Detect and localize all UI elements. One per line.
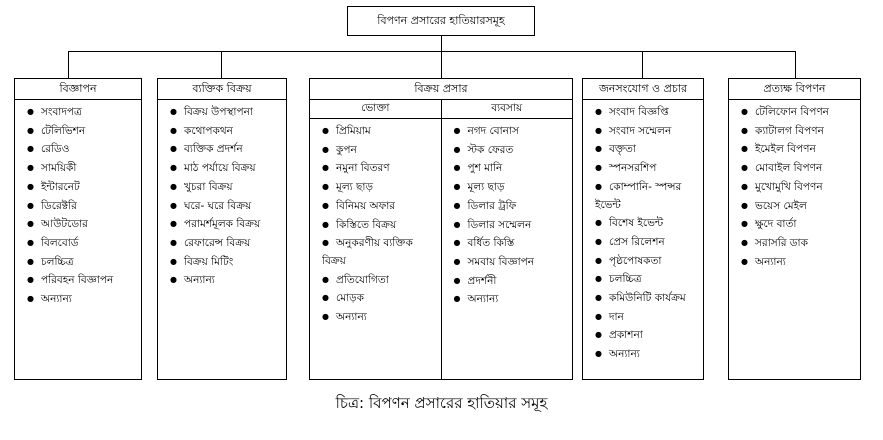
bullet-icon: ● <box>322 126 329 135</box>
personal-selling-heading: ব্যক্তিক বিক্রয় <box>158 79 286 100</box>
list-item <box>322 178 439 197</box>
bullet-icon: ● <box>322 293 329 303</box>
list-item-label: ঘরে- ঘরে বিক্রয় <box>184 199 252 212</box>
list-item <box>170 159 284 178</box>
list-item <box>170 140 284 159</box>
list-item <box>741 140 858 159</box>
list-item <box>454 216 571 235</box>
list-item-label: চলচ্চিত্র <box>41 255 74 268</box>
list-item-label: পরামর্শমূলক বিক্রয় <box>184 218 261 231</box>
list-item <box>741 122 858 141</box>
list-item <box>170 122 284 141</box>
bullet-icon: ● <box>27 200 34 210</box>
bullet-icon: ● <box>27 144 34 154</box>
list-item <box>322 234 439 270</box>
list-item-label: বিক্রয় উপস্থাপনা <box>184 106 253 118</box>
bullet-icon: ● <box>741 219 748 229</box>
bullet-icon: ● <box>595 144 602 154</box>
list-item-label: প্রতিযোগিতা <box>336 273 389 286</box>
personal-selling-list <box>158 100 286 290</box>
bullet-icon: ● <box>170 219 177 229</box>
list-item-label: ইমেইল বিপণন <box>755 143 816 156</box>
list-item <box>595 214 701 233</box>
list-item-label: ডিলার ট্রফি <box>467 199 517 212</box>
list-item <box>170 197 284 216</box>
list-item-label: মূল্য ছাড় <box>467 181 505 194</box>
list-item <box>454 272 571 291</box>
list-item <box>170 215 284 234</box>
bullet-icon: ● <box>595 218 602 228</box>
list-item <box>595 345 701 364</box>
list-item-label: প্রকাশনা <box>609 329 643 342</box>
direct-marketing-list <box>729 100 860 271</box>
business-list <box>442 119 573 309</box>
list-item-label: বিক্রয় মিটিং <box>184 255 234 268</box>
list-item-label: নমুনা বিতরণ <box>336 162 390 175</box>
bullet-icon: ● <box>453 126 461 135</box>
diagram-title-box <box>347 6 535 36</box>
list-item-label: খুচরা বিক্রয় <box>184 180 233 193</box>
bullet-icon: ● <box>741 107 748 116</box>
list-item-label: রেডিও <box>41 143 70 156</box>
list-item-label: সরাসরি ডাক <box>755 236 808 249</box>
list-item-label: বিনিময় অফার <box>336 199 396 212</box>
list-item <box>595 289 701 308</box>
list-item-label: স্পনসরশিপ <box>609 162 657 175</box>
list-item <box>322 216 439 235</box>
bullet-icon: ● <box>27 256 34 266</box>
bullet-icon: ● <box>322 182 329 192</box>
bullet-icon: ● <box>27 181 34 191</box>
list-item-label: কুপন <box>336 143 357 156</box>
list-item <box>27 140 139 159</box>
connector-to-advertising <box>68 51 69 78</box>
bullet-icon: ● <box>453 200 461 210</box>
bullet-icon: ● <box>453 238 461 248</box>
list-item <box>454 234 571 253</box>
sales-promotion-box <box>309 78 573 380</box>
bullet-icon: ● <box>595 274 602 284</box>
list-item-label: মাঠ পর্যায়ে বিক্রয় <box>184 162 256 175</box>
bullet-icon: ● <box>595 107 602 116</box>
list-item-label: প্রিমিয়াম <box>336 125 371 137</box>
bullet-icon: ● <box>595 349 602 359</box>
list-item-label: ইন্টারনেট <box>41 180 80 193</box>
list-item <box>322 308 439 327</box>
list-item <box>27 103 139 122</box>
bullet-icon: ● <box>170 200 177 210</box>
bullet-icon: ● <box>27 107 34 116</box>
list-item-label: অন্যান্য <box>755 255 786 268</box>
list-item-label: মোবাইল বিপণন <box>755 162 823 175</box>
list-item-label: ডিলার সম্মেলন <box>467 218 532 231</box>
bullet-icon: ● <box>322 274 329 284</box>
bullet-icon: ● <box>27 237 34 247</box>
list-item <box>595 270 701 289</box>
bullet-icon: ● <box>27 275 34 285</box>
list-item-label: সংবাদ বিজ্ঞপ্তি <box>609 106 669 118</box>
consumer-list <box>310 119 441 327</box>
list-item-label: কিস্তিতে বিক্রয় <box>336 218 397 231</box>
connector-to-public-relations <box>642 51 643 78</box>
list-item-label: সংবাদ সম্মেলন <box>609 124 672 137</box>
advertising-heading: বিজ্ঞাপন <box>15 79 141 100</box>
bullet-icon: ● <box>322 200 329 210</box>
bullet-icon: ● <box>595 163 602 173</box>
direct-marketing-heading: প্রত্যক্ষ বিপণন <box>729 79 860 100</box>
list-item <box>27 271 139 290</box>
bullet-icon: ● <box>322 312 329 322</box>
list-item-label: পৃষ্ঠপোষকতা <box>609 254 662 267</box>
bullet-icon: ● <box>322 163 329 173</box>
list-item <box>741 159 858 178</box>
list-item <box>454 290 571 309</box>
list-item <box>170 271 284 290</box>
list-item <box>454 159 571 178</box>
list-item <box>595 140 701 159</box>
list-item <box>322 122 439 141</box>
list-item <box>741 215 858 234</box>
bullet-icon: ● <box>170 256 177 266</box>
bullet-icon: ● <box>170 181 177 191</box>
list-item-label: অন্যান্য <box>336 311 367 324</box>
business-heading: ব্যবসায় <box>442 100 573 119</box>
connector-horizontal-bar <box>68 51 795 52</box>
list-item <box>170 253 284 272</box>
list-item <box>322 197 439 216</box>
list-item-label: অনুকরণীয় ব্যক্তিক বিক্রয় <box>322 237 413 267</box>
list-item-label: অন্যান্য <box>184 274 215 287</box>
bullet-icon: ● <box>170 237 177 247</box>
list-item <box>27 215 139 234</box>
list-item <box>322 271 439 290</box>
list-item-label: অন্যান্য <box>467 293 499 306</box>
list-item-label: স্টক ফেরত <box>467 143 514 156</box>
list-item-label: চলচ্চিত্র <box>609 273 642 286</box>
figure-caption: চিত্র: বিপণন প্রসারের হাতিয়ার সমূহ <box>335 394 548 412</box>
bullet-icon: ● <box>741 125 748 135</box>
list-item-label: সমবায় বিজ্ঞাপন <box>467 255 535 268</box>
list-item-label: বক্তৃতা <box>609 143 636 156</box>
list-item-label: পরিবহন বিজ্ঞাপন <box>41 274 114 287</box>
bullet-icon: ● <box>741 200 748 210</box>
bullet-icon: ● <box>453 275 461 285</box>
bullet-icon: ● <box>595 293 602 303</box>
bullet-icon: ● <box>741 163 748 173</box>
list-item <box>741 197 858 216</box>
list-item-label: ডিরেক্টরি <box>41 199 77 212</box>
list-item-label: অন্যান্য <box>609 348 640 361</box>
list-item-label: রেফারেন্স বিক্রয় <box>184 236 251 249</box>
bullet-icon: ● <box>27 219 34 229</box>
list-item-label: অন্যান্য <box>41 293 72 306</box>
list-item <box>595 103 701 122</box>
connector-title-down <box>441 35 442 52</box>
bullet-icon: ● <box>741 181 748 191</box>
list-item-label: কোম্পানি- স্পন্সর ইভেন্ট <box>595 180 682 211</box>
diagram-title: বিপণন প্রসারের হাতিয়ারসমূহ <box>377 13 505 27</box>
advertising-list <box>15 100 141 309</box>
bullet-icon: ● <box>595 181 602 191</box>
bullet-icon: ● <box>453 219 461 229</box>
public-relations-list <box>583 100 703 364</box>
bullet-icon: ● <box>595 330 602 340</box>
list-item-label: মুখোমুখি বিপণন <box>755 180 823 193</box>
bullet-icon: ● <box>27 294 34 304</box>
list-item-label: মোড়ক <box>336 292 364 305</box>
list-item <box>741 103 858 122</box>
sales-promotion-columns <box>310 100 572 379</box>
list-item-label: কথোপকথন <box>184 124 233 137</box>
list-item <box>27 159 139 178</box>
list-item <box>595 233 701 252</box>
list-item <box>454 178 571 197</box>
list-item <box>322 289 439 308</box>
direct-marketing-box <box>728 78 861 380</box>
list-item <box>595 159 701 178</box>
list-item-label: টেলিভিশন <box>41 124 86 137</box>
connector-to-direct-marketing <box>795 51 796 78</box>
bullet-icon: ● <box>170 125 177 135</box>
bullet-icon: ● <box>322 219 329 229</box>
bullet-icon: ● <box>322 144 329 154</box>
list-item-label: বিশেষ ইভেন্ট <box>609 217 664 230</box>
list-item <box>454 141 571 160</box>
bullet-icon: ● <box>741 237 748 247</box>
list-item <box>27 290 139 309</box>
list-item <box>595 252 701 271</box>
bullet-icon: ● <box>322 238 329 248</box>
list-item <box>322 141 439 160</box>
bullet-icon: ● <box>453 182 461 192</box>
list-item <box>27 234 139 253</box>
advertising-box <box>14 78 142 380</box>
list-item <box>595 122 701 141</box>
list-item-label: প্রদর্শনী <box>467 274 497 287</box>
bullet-icon: ● <box>170 275 177 285</box>
list-item-label: পুশ মানি <box>467 162 503 175</box>
personal-selling-box <box>157 78 287 380</box>
list-item-label: বর্ধিত কিস্তি <box>467 237 515 250</box>
list-item-label: কমিউনিটি কার্যক্রম <box>609 292 686 305</box>
list-item <box>322 159 439 178</box>
bullet-icon: ● <box>27 125 34 135</box>
bullet-icon: ● <box>170 144 177 154</box>
bullet-icon: ● <box>170 107 177 116</box>
list-item-label: ভয়েস মেইল <box>755 199 807 212</box>
list-item-label: সংবাদপত্র <box>41 106 82 118</box>
list-item <box>27 197 139 216</box>
list-item-label: টেলিফোন বিপণন <box>755 106 829 118</box>
list-item <box>454 197 571 216</box>
bullet-icon: ● <box>595 255 602 265</box>
list-item-label: মূল্য ছাড় <box>336 181 373 194</box>
list-item <box>595 178 701 214</box>
connector-to-personal-selling <box>221 51 222 78</box>
list-item-label: প্রেস রিলেশন <box>609 235 665 248</box>
bullet-icon: ● <box>453 294 461 304</box>
list-item <box>741 178 858 197</box>
list-item <box>595 308 701 327</box>
consumer-column <box>310 100 442 379</box>
bullet-icon: ● <box>27 163 34 173</box>
list-item <box>454 122 571 141</box>
bullet-icon: ● <box>741 256 748 266</box>
list-item-label: ক্ষুদে বার্তা <box>755 218 797 231</box>
business-column <box>442 100 573 379</box>
bullet-icon: ● <box>595 311 602 321</box>
sales-promotion-heading: বিক্রয় প্রসার <box>310 79 572 100</box>
list-item-label: আউটডোর <box>41 218 88 231</box>
list-item <box>170 178 284 197</box>
list-item <box>27 122 139 141</box>
bullet-icon: ● <box>741 144 748 154</box>
list-item <box>27 253 139 272</box>
list-item <box>741 234 858 253</box>
bullet-icon: ● <box>453 144 461 154</box>
list-item <box>595 326 701 345</box>
list-item-label: বিলবোর্ড <box>41 236 79 249</box>
bullet-icon: ● <box>170 163 177 173</box>
bullet-icon: ● <box>453 256 461 266</box>
public-relations-heading: জনসংযোগ ও প্রচার <box>583 79 703 100</box>
list-item <box>454 253 571 272</box>
connector-to-sales-promotion <box>441 51 442 78</box>
list-item <box>170 103 284 122</box>
consumer-heading: ভোক্তা <box>310 100 441 119</box>
list-item-label: ক্যাটালগ বিপণন <box>755 124 824 137</box>
list-item-label: ব্যক্তিক প্রদর্শন <box>184 143 243 156</box>
list-item <box>741 253 858 272</box>
bullet-icon: ● <box>453 163 461 173</box>
list-item-label: সাময়িকী <box>41 162 77 175</box>
list-item <box>27 178 139 197</box>
list-item-label: দান <box>609 310 624 323</box>
public-relations-box <box>582 78 704 380</box>
bullet-icon: ● <box>595 125 602 135</box>
list-item <box>170 234 284 253</box>
list-item-label: নগদ বোনাস <box>467 125 519 137</box>
bullet-icon: ● <box>595 236 602 246</box>
